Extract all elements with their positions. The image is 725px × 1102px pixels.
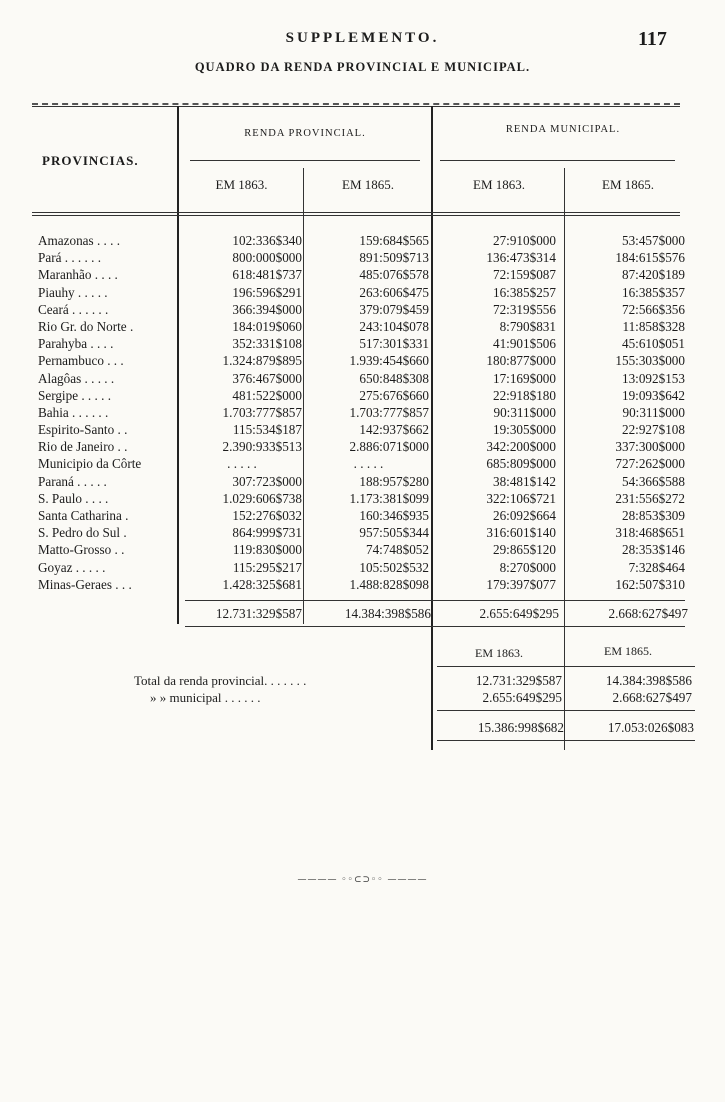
cell-m1865: 13:092$153 — [621, 370, 685, 386]
cell-m1865: 90:311$000 — [622, 404, 685, 420]
cell-p1863: 1.029:606$738 — [222, 490, 302, 506]
table-row — [0, 541, 725, 558]
cell-m1865: 184:615$576 — [615, 250, 685, 266]
cell-p1865: 74:748$052 — [365, 542, 429, 558]
total-p1863: 12.731:329$587 — [215, 606, 302, 621]
cell-p1863: 196:596$291 — [232, 284, 302, 300]
cell-m1865: 45:610$051 — [621, 336, 685, 352]
cell-p1863: 481:522$000 — [232, 387, 302, 403]
cell-m1863: 322:106$721 — [486, 490, 556, 506]
province-name: Ceará . . . . . . — [38, 301, 109, 317]
table-row — [0, 387, 725, 404]
table-row — [0, 524, 725, 541]
table-top-rule — [32, 103, 680, 105]
cell-p1863: 800:000$000 — [232, 250, 302, 266]
cell-m1865: 87:420$189 — [621, 267, 685, 283]
group-rule — [190, 160, 420, 161]
cell-p1865: 160:346$935 — [359, 508, 429, 523]
cell-p1865: 275:676$660 — [359, 387, 429, 403]
table-row — [0, 507, 725, 524]
cell-m1865: 7:328$464 — [628, 559, 685, 575]
summary-year-header: EM 1863. — [475, 646, 523, 660]
cell-m1865: 22:927$108 — [621, 422, 685, 438]
totals-top-rule — [185, 600, 685, 601]
table-row — [0, 455, 725, 472]
cell-p1863: 2.390:933$513 — [222, 439, 302, 455]
cell-m1863: 22:918$180 — [492, 387, 556, 403]
cell-p1865: 485:076$578 — [359, 267, 429, 283]
cell-p1863: 376:467$000 — [232, 370, 302, 386]
cell-p1865: 891:509$713 — [359, 250, 429, 266]
cell-p1865: 159:684$565 — [359, 233, 429, 248]
province-name: Amazonas . . . . — [38, 233, 121, 248]
table-row — [0, 576, 725, 593]
cell-m1865: 727:262$000 — [615, 456, 685, 472]
year-header: EM 1863. — [215, 177, 268, 192]
cell-m1863: 41:901$506 — [492, 336, 556, 352]
cell-m1865: 16:385$357 — [621, 284, 685, 300]
cell-m1863: 685:809$000 — [486, 456, 556, 472]
summary-year-header: EM 1865. — [604, 644, 652, 658]
summary-grand-1863: 15.386:998$682 — [477, 720, 564, 735]
province-name: Pará . . . . . . — [38, 250, 101, 266]
province-name: Maranhão . . . . — [38, 267, 118, 283]
cell-p1863: 352:331$108 — [232, 336, 302, 352]
table-row — [0, 490, 725, 507]
cell-p1865: 2.886:071$000 — [349, 439, 429, 455]
summary-municipal-label: » » municipal . . . . . . — [150, 690, 261, 705]
province-name: Paraná . . . . . — [38, 473, 107, 489]
cell-p1865: 1.173:381$099 — [349, 490, 429, 506]
summary-bottom-rule — [437, 740, 695, 741]
cell-m1865: 11:858$328 — [622, 318, 685, 334]
footer-ornament: ———— ◦◦⊂⊃◦◦ ———— — [297, 875, 428, 885]
cell-p1865: 957:505$344 — [359, 525, 429, 541]
cell-p1863: 1.428:325$681 — [222, 576, 302, 592]
province-name: Rio Gr. do Norte . — [38, 318, 134, 334]
cell-m1865: 28:353$146 — [621, 542, 685, 558]
table-row — [0, 335, 725, 352]
table-row — [0, 370, 725, 387]
total-m1863: 2.655:649$295 — [479, 606, 559, 621]
cell-p1865: 105:502$532 — [359, 559, 429, 575]
cell-m1863: 19:305$000 — [492, 422, 556, 438]
table-row — [0, 473, 725, 490]
cell-m1865: 28:853$309 — [621, 508, 685, 523]
cell-p1863: . . . . . — [227, 456, 257, 472]
cell-m1865: 231:556$272 — [615, 490, 685, 506]
header-bottom-rule — [32, 212, 680, 213]
table-row — [0, 232, 725, 249]
province-name: Parahyba . . . . — [38, 336, 114, 352]
cell-p1863: 184:019$060 — [232, 318, 302, 334]
renda-provincial-header: RENDA PROVINCIAL. — [244, 128, 366, 139]
table-row — [0, 404, 725, 421]
cell-p1865: 650:848$308 — [359, 370, 429, 386]
table-row — [0, 284, 725, 301]
cell-m1863: 27:910$000 — [492, 233, 556, 248]
cell-m1865: 72:566$356 — [621, 301, 685, 317]
cell-p1865: 1.703:777$857 — [349, 404, 429, 420]
province-name: Pernambuco . . . — [38, 353, 124, 369]
province-name: Minas-Geraes . . . — [38, 576, 132, 592]
cell-p1863: 1.703:777$857 — [222, 404, 302, 420]
cell-m1865: 318:468$651 — [615, 525, 685, 541]
summary-municipal-1863: 2.655:649$295 — [482, 690, 562, 705]
table-top-rule-2 — [32, 106, 680, 107]
cell-m1865: 53:457$000 — [621, 233, 685, 248]
provincias-header: PROVINCIAS. — [42, 153, 139, 168]
cell-m1863: 29:865$120 — [492, 542, 556, 558]
province-name: Piauhy . . . . . — [38, 284, 108, 300]
cell-m1865: 162:507$310 — [615, 576, 685, 592]
summary-provincial-1863: 12.731:329$587 — [475, 673, 562, 688]
cell-p1865: . . . . . — [353, 456, 384, 472]
table-row — [0, 266, 725, 283]
province-name: S. Paulo . . . . — [38, 490, 109, 506]
table-body — [0, 232, 725, 593]
cell-p1863: 1.324:879$895 — [222, 353, 302, 369]
cell-m1863: 26:092$664 — [492, 508, 556, 523]
province-name: Espirito-Santo . . — [38, 422, 128, 438]
cell-m1863: 8:790$831 — [499, 318, 556, 334]
summary-provincial-1865: 14.384:398$586 — [605, 673, 692, 688]
cell-m1865: 337:300$000 — [615, 439, 685, 455]
summary-provincial-label: Total da renda provincial. . . . . . . — [134, 673, 307, 688]
year-header: EM 1863. — [473, 177, 525, 192]
summary-header-rule — [437, 666, 695, 667]
province-name: Sergipe . . . . . — [38, 387, 112, 403]
table-row — [0, 318, 725, 335]
province-name: S. Pedro do Sul . — [38, 525, 127, 541]
cell-m1863: 342:200$000 — [486, 439, 556, 455]
cell-m1863: 180:877$000 — [486, 353, 556, 369]
page-number: 117 — [638, 28, 667, 50]
group-rule — [440, 160, 675, 161]
cell-p1865: 188:957$280 — [359, 473, 429, 489]
cell-p1865: 1.488:828$098 — [349, 576, 429, 592]
cell-p1865: 142:937$662 — [359, 422, 429, 438]
table-row — [0, 421, 725, 438]
totals-bottom-rule — [185, 626, 685, 627]
summary-grand-1865: 17.053:026$083 — [607, 720, 694, 735]
year-header: EM 1865. — [602, 177, 654, 192]
cell-m1863: 72:319$556 — [492, 301, 556, 317]
total-p1865: 14.384:398$586 — [344, 606, 431, 621]
cell-p1863: 102:336$340 — [232, 233, 302, 248]
cell-p1863: 366:394$000 — [232, 301, 302, 317]
cell-p1863: 152:276$032 — [232, 508, 302, 523]
province-name: Santa Catharina . — [38, 508, 129, 523]
table-row — [0, 301, 725, 318]
province-name: Goyaz . . . . . — [38, 559, 106, 575]
cell-m1863: 72:159$087 — [492, 267, 556, 283]
province-name: Matto-Grosso . . — [38, 542, 125, 558]
cell-m1863: 8:270$000 — [499, 559, 556, 575]
renda-municipal-header: RENDA MUNICIPAL. — [505, 124, 621, 135]
summary-sum-rule — [437, 710, 695, 711]
cell-m1865: 19:093$642 — [621, 387, 685, 403]
summary-municipal-1865: 2.668:627$497 — [612, 690, 692, 705]
cell-m1863: 90:311$000 — [493, 404, 556, 420]
cell-p1863: 119:830$000 — [232, 542, 302, 558]
total-m1865: 2.668:627$497 — [608, 606, 688, 621]
year-header: EM 1865. — [342, 177, 394, 192]
cell-m1863: 179:397$077 — [486, 576, 556, 592]
cell-p1863: 115:534$187 — [232, 422, 302, 438]
cell-m1865: 54:366$588 — [621, 473, 685, 489]
table-row — [0, 249, 725, 266]
cell-m1865: 155:303$000 — [615, 353, 685, 369]
cell-p1865: 379:079$459 — [359, 301, 429, 317]
cell-p1865: 263:606$475 — [359, 284, 429, 300]
cell-m1863: 316:601$140 — [486, 525, 556, 541]
cell-p1863: 115:295$217 — [232, 559, 302, 575]
cell-p1865: 517:301$331 — [359, 336, 429, 352]
cell-p1865: 243:104$078 — [359, 318, 429, 334]
cell-m1863: 17:169$000 — [492, 370, 556, 386]
cell-p1865: 1.939:454$660 — [349, 353, 429, 369]
page-header-title: SUPPLEMENTO. — [285, 30, 440, 46]
cell-m1863: 136:473$314 — [486, 250, 556, 266]
header-bottom-rule-2 — [32, 215, 680, 216]
cell-m1863: 16:385$257 — [492, 284, 556, 300]
cell-p1863: 864:999$731 — [232, 525, 302, 541]
table-row — [0, 352, 725, 369]
table-title: QUADRO DA RENDA PROVINCIAL E MUNICIPAL. — [194, 60, 531, 74]
province-name: Municipio da Côrte — [38, 456, 142, 472]
table-row — [0, 559, 725, 576]
province-name: Rio de Janeiro . . — [38, 439, 128, 455]
cell-m1863: 38:481$142 — [492, 473, 556, 489]
cell-p1863: 307:723$000 — [232, 473, 302, 489]
cell-p1863: 618:481$737 — [232, 267, 302, 283]
table-row — [0, 438, 725, 455]
province-name: Bahia . . . . . . — [38, 404, 109, 420]
province-name: Alagôas . . . . . — [38, 370, 115, 386]
